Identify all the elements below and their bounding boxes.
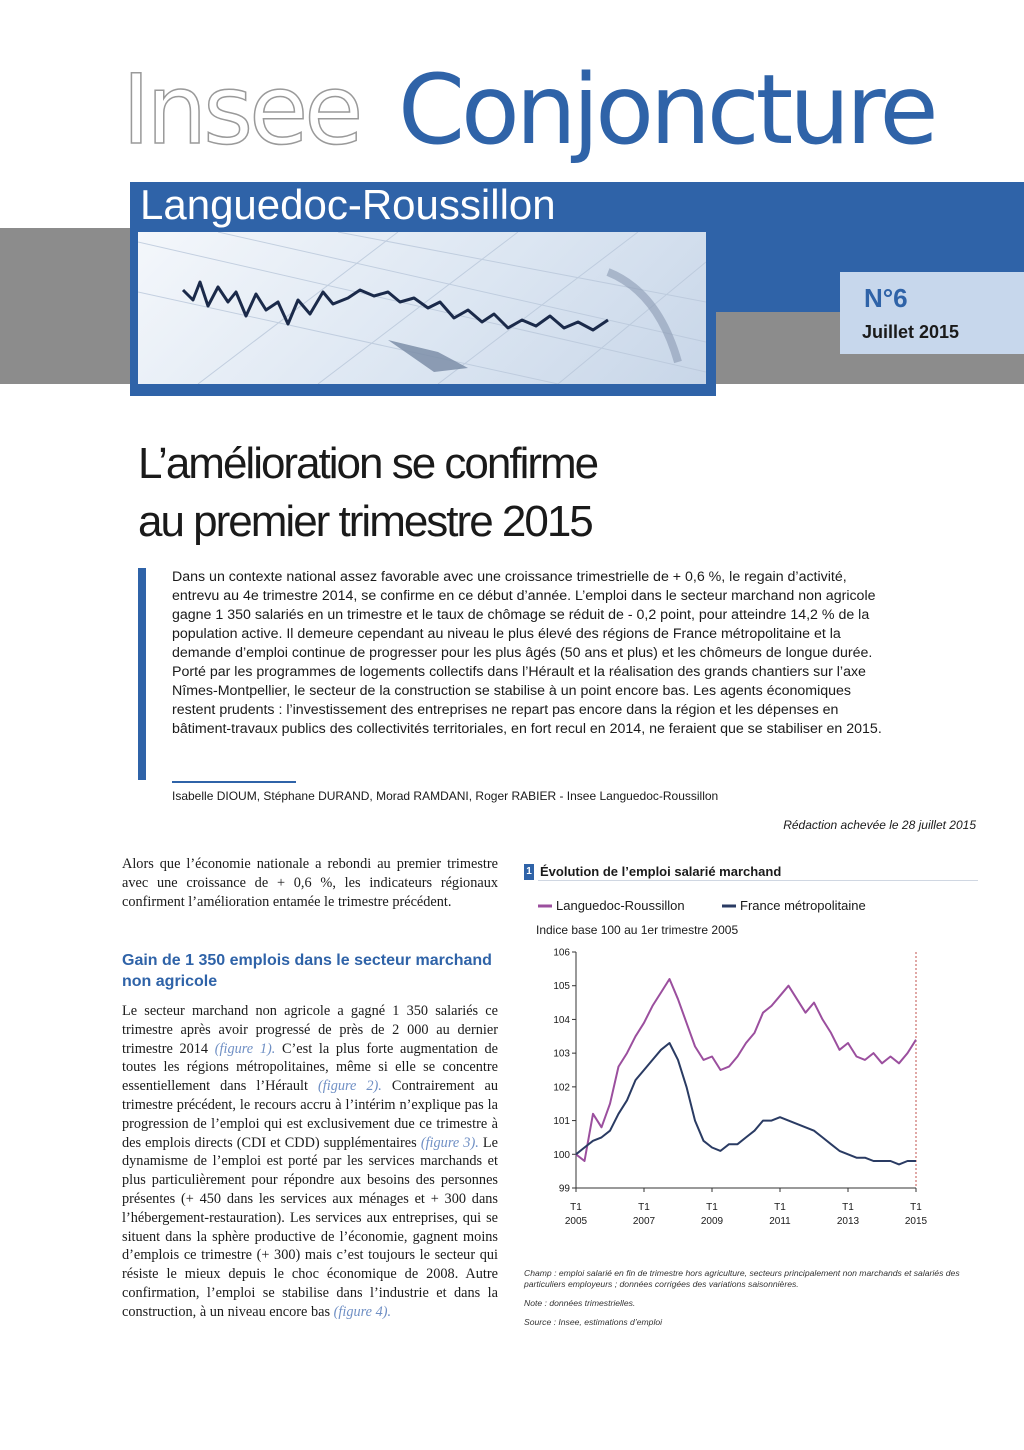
figure-notes	[524, 1268, 980, 1336]
figure-number-badge: 1	[524, 864, 534, 880]
note-donnees: Note : données trimestrielles.	[524, 1298, 636, 1308]
intro-paragraph: Alors que l’économie nationale a rebondi au premier trimestre avec une croissance de + 0,6 %, les indicateurs régionaux confirment l’amélioration entamée le trimestre précédent.	[122, 856, 498, 910]
brand-conjoncture: Conjoncture	[398, 54, 935, 166]
legend-label-fr: France métropolitaine	[740, 898, 866, 913]
x-tick-label-quarter: T1	[638, 1202, 650, 1213]
authors: Isabelle DIOUM, Stéphane DURAND, Morad RAMDANI, Roger RABIER - Insee Languedoc-Roussillon	[172, 789, 719, 803]
y-tick-label: 99	[558, 1183, 570, 1195]
lead-divider	[172, 781, 296, 783]
legend-label-lr: Languedoc-Roussillon	[556, 898, 685, 913]
issue-number: N°6	[864, 283, 908, 313]
note-champ: Champ : emploi salarié en fin de trimestre hors agriculture, secteurs principalement non marchands et salariés des particuliers employeurs ; données corrigées des variations saisonnières.	[524, 1268, 960, 1289]
x-tick-label-year: 2005	[564, 1216, 588, 1227]
hero-image	[138, 232, 706, 384]
x-tick-label-quarter: T1	[570, 1202, 582, 1213]
x-tick-label-year: 2013	[836, 1216, 860, 1227]
section-heading: Gain de 1 350 emplois dans le secteur marchand non agricole	[122, 952, 492, 990]
redaction-date: Rédaction achevée le 28 juillet 2015	[783, 818, 976, 832]
lead-paragraph: Dans un contexte national assez favorable avec une croissance trimestrielle de + 0,6 %, le regain d’activité, entrevu au 4e trimestre 2014, se confirme en ce début d’année. L’emploi dans le secteur marchand non agricole gagne 1 350 salariés en un trimestre et le taux de chômage se réduit de - 0,2 point, pour atteindre 14,2 % de la population active. Il demeure cependant au niveau le plus élevé des régions de France métropolitaine et la demande d’emploi continue de progresser pour les plus âgés (50 ans et plus) et les chômeurs de longue durée. Porté par les programmes de logements collectifs dans l’Hérault et la réalisation des grands chantiers sur l’axe Nîmes-Montpellier, le secteur de la construction se stabilise à un point encore bas. Les agents économiques restent prudents : l’investissement des entreprises ne repart pas encore dans la région et les dépenses en bâtiment-travaux publics des collectivités territoriales, en fort recul en 2014, ne feraient que se stabiliser en 2015.	[172, 569, 882, 737]
body-text-2: C’est la plus forte augmentation de toutes les régions métropolitaines, même si elle se concentre essentiellement dans l’Hérault	[122, 1040, 498, 1095]
body-text-1: Le secteur marchand non agricole a gagné 1 350 salariés ce trimestre après avoir progressé de près de 2 000 au dernier trimestre 2014	[122, 1003, 498, 1057]
x-tick-label-quarter: T1	[774, 1202, 786, 1213]
y-tick-label: 100	[553, 1149, 570, 1161]
figure-title-rule	[538, 880, 978, 881]
figure-1-link[interactable]: (figure 1).	[214, 1040, 276, 1057]
headline-line-1: L’amélioration se confirme	[138, 439, 598, 488]
chart-background	[524, 886, 980, 1232]
note-source: Source : Insee, estimations d’emploi	[524, 1317, 663, 1327]
body-text-4: Le dynamisme de l’emploi est porté par les services marchands et plus particulièrement pour répondre aux besoins des personnes présentes (+ 450 dans les services aux ménages et + 300 dans l’hébergement-restauration). Les services aux entreprises, qui se situent dans la sphère productive de l’économie, gagnent moins d’emplois ce trimestre (+ 300) mais c’est toujours le secteur qui résiste le mieux depuis le choc économique de 2008. Autre confirmation, l’emploi se stabilise dans l’industrie et dans la construction, à un niveau encore bas	[122, 1134, 498, 1320]
y-tick-label: 102	[553, 1082, 570, 1094]
issue-date: Juillet 2015	[862, 322, 960, 342]
y-tick-label: 103	[553, 1048, 570, 1060]
x-tick-label-year: 2015	[904, 1216, 928, 1227]
y-tick-label: 106	[553, 947, 570, 959]
employment-line-chart	[524, 886, 980, 1232]
headline-line-2: au premier trimestre 2015	[138, 497, 592, 546]
y-tick-label: 101	[553, 1116, 570, 1128]
figure-4-link[interactable]: (figure 4).	[333, 1303, 392, 1320]
figure-3-link[interactable]: (figure 3).	[420, 1134, 479, 1151]
x-tick-label-quarter: T1	[706, 1202, 718, 1213]
brand-insee: Insee	[122, 54, 360, 166]
pen-icon	[388, 340, 468, 372]
x-tick-label-quarter: T1	[910, 1202, 922, 1213]
lead-accent-bar	[138, 568, 146, 780]
body-paragraph	[122, 1002, 498, 1322]
region-title: Languedoc-Roussillon	[140, 181, 556, 228]
y-axis-label: Indice base 100 au 1er trimestre 2005	[536, 923, 739, 937]
x-tick-label-year: 2009	[700, 1216, 724, 1227]
figure-2-link[interactable]: (figure 2).	[318, 1078, 382, 1095]
x-tick-label-year: 2011	[769, 1216, 791, 1227]
y-tick-label: 104	[553, 1014, 570, 1026]
x-tick-label-year: 2007	[632, 1216, 656, 1227]
body-text-3: Contrairement au trimestre précédent, le recours accru à l’intérim n’explique pas la progression de l’emploi qui est exclusivement due ce trimestre à des emplois directs (CDI et CDD) supplémentaires	[122, 1078, 498, 1151]
y-tick-label: 105	[553, 981, 570, 993]
hero-chart-illustration	[138, 232, 706, 384]
x-tick-label-quarter: T1	[842, 1202, 854, 1213]
figure-title: Évolution de l’emploi salarié marchand	[540, 864, 782, 879]
